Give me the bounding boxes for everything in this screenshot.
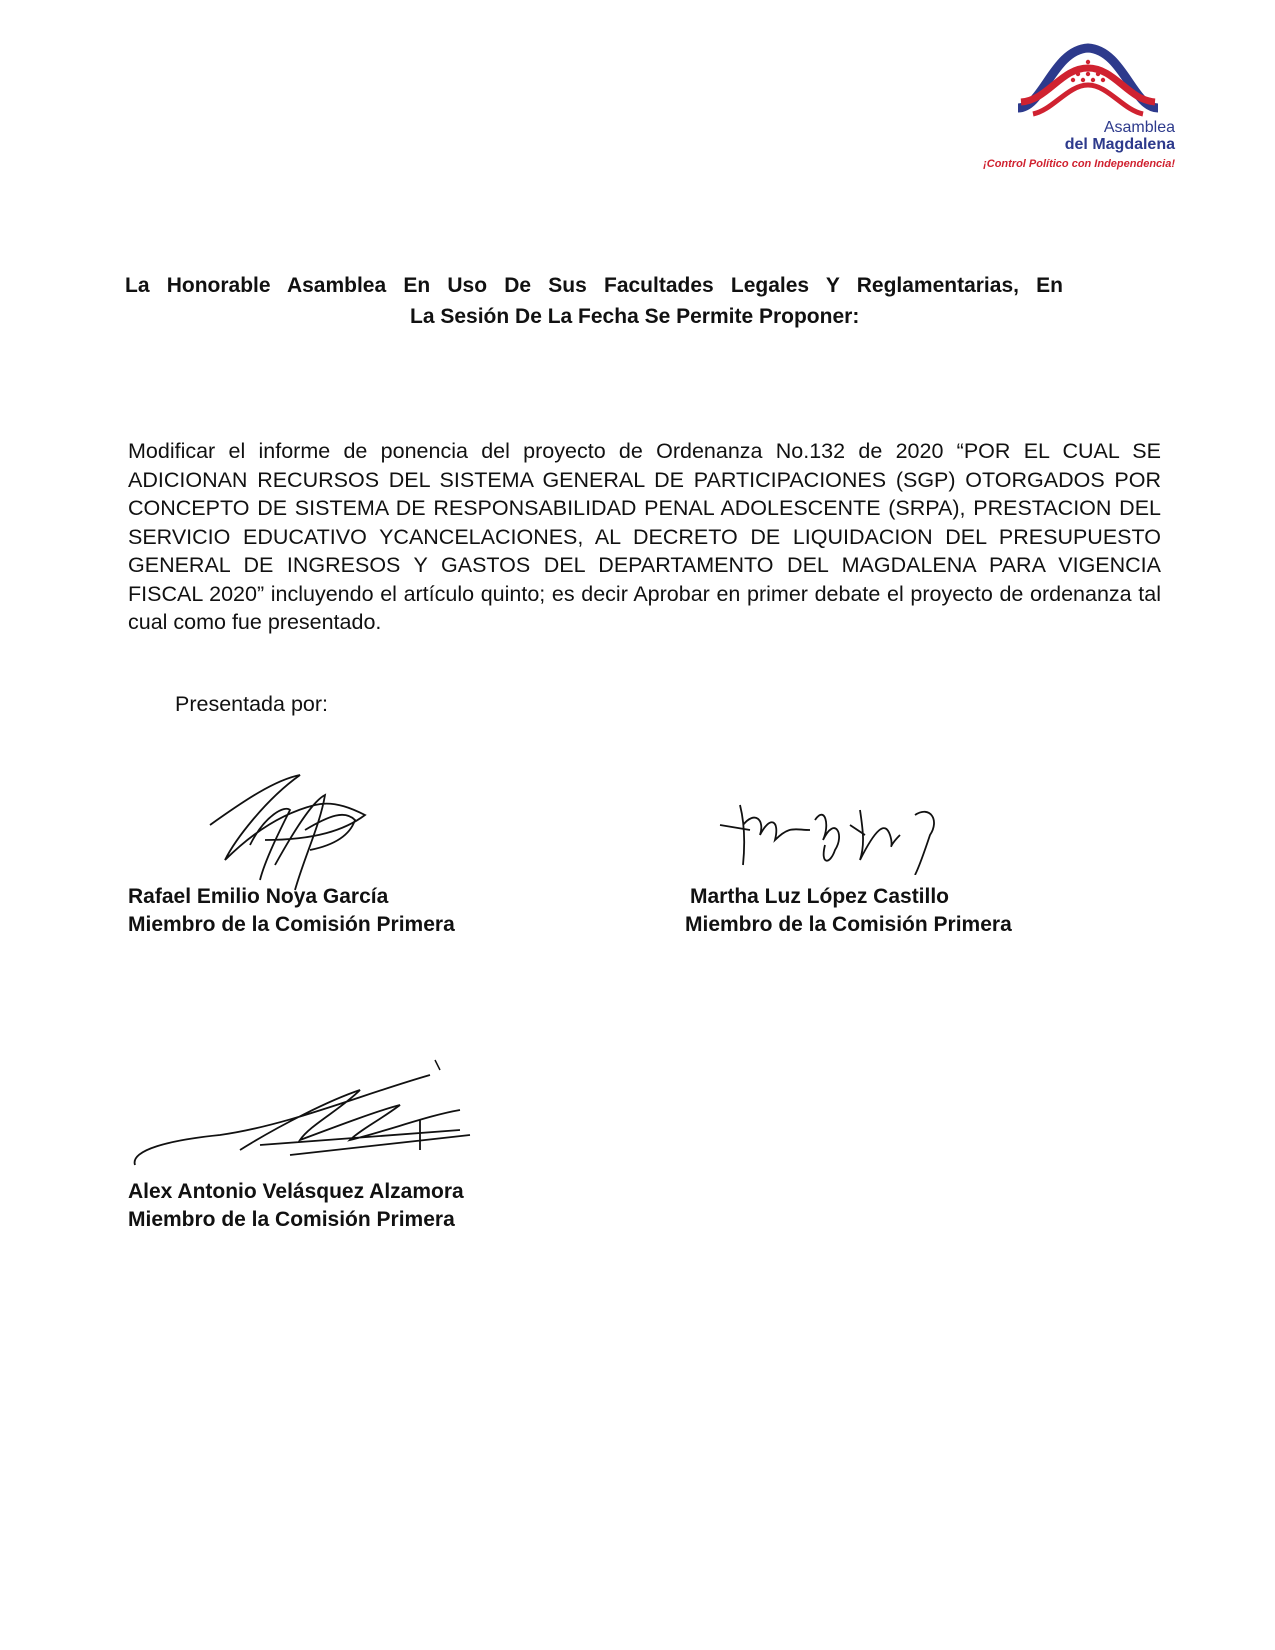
heading-line-1: La Honorable Asamblea En Uso De Sus Facultades Legales Y Reglamentarias, En [125,274,1063,297]
assembly-logo [985,40,1195,180]
signatory-3-role: Miembro de la Comisión Primera [128,1208,455,1231]
signature-1-image [205,770,385,895]
signatory-1-name: Rafael Emilio Noya García [128,885,389,908]
logo-line-1: Asamblea [1103,119,1175,136]
document-heading [125,270,1135,332]
signatory-1-role: Miembro de la Comisión Primera [128,913,455,936]
logo-tagline: ¡Control Político con Independencia! [983,158,1175,170]
assembly-emblem-icon [1013,40,1163,120]
signature-3-image [130,1055,490,1180]
signatory-2-role: Miembro de la Comisión Primera [685,913,1012,936]
signatory-3-name: Alex Antonio Velásquez Alzamora [128,1180,464,1203]
logo-line-2: del Magdalena [1064,136,1175,153]
proposal-body: Modificar el informe de ponencia del proyecto de Ordenanza No.132 de 2020 “POR EL CUAL SE ADICIONAN RECURSOS DEL SISTEMA GENERAL DE PARTICIPACIONES (SGP) OTORGADOS POR CONCEPTO DE SISTEMA DE RESPONSABILIDAD PENAL ADOLESCENTE (SRPA), PRESTACION DEL SERVICIO EDUCATIVO YCANCELACIONES, AL DECRETO DE LIQUIDACION DEL PRESUPUESTO GENERAL DE INGRESOS Y GASTOS DEL DEPARTAMENTO DEL MAGDALENA PARA VIGENCIA FISCAL 2020” incluyendo el artículo quinto; es decir Aprobar en primer debate el proyecto de ordenanza tal cual como fue presentado. [128,439,1161,634]
signatory-2-name: Martha Luz López Castillo [690,885,950,908]
signature-2-image [715,795,955,875]
presented-by-label: Presentada por: [175,692,328,716]
heading-line-2: La Sesión De La Fecha Se Permite Proponer: [410,305,860,328]
